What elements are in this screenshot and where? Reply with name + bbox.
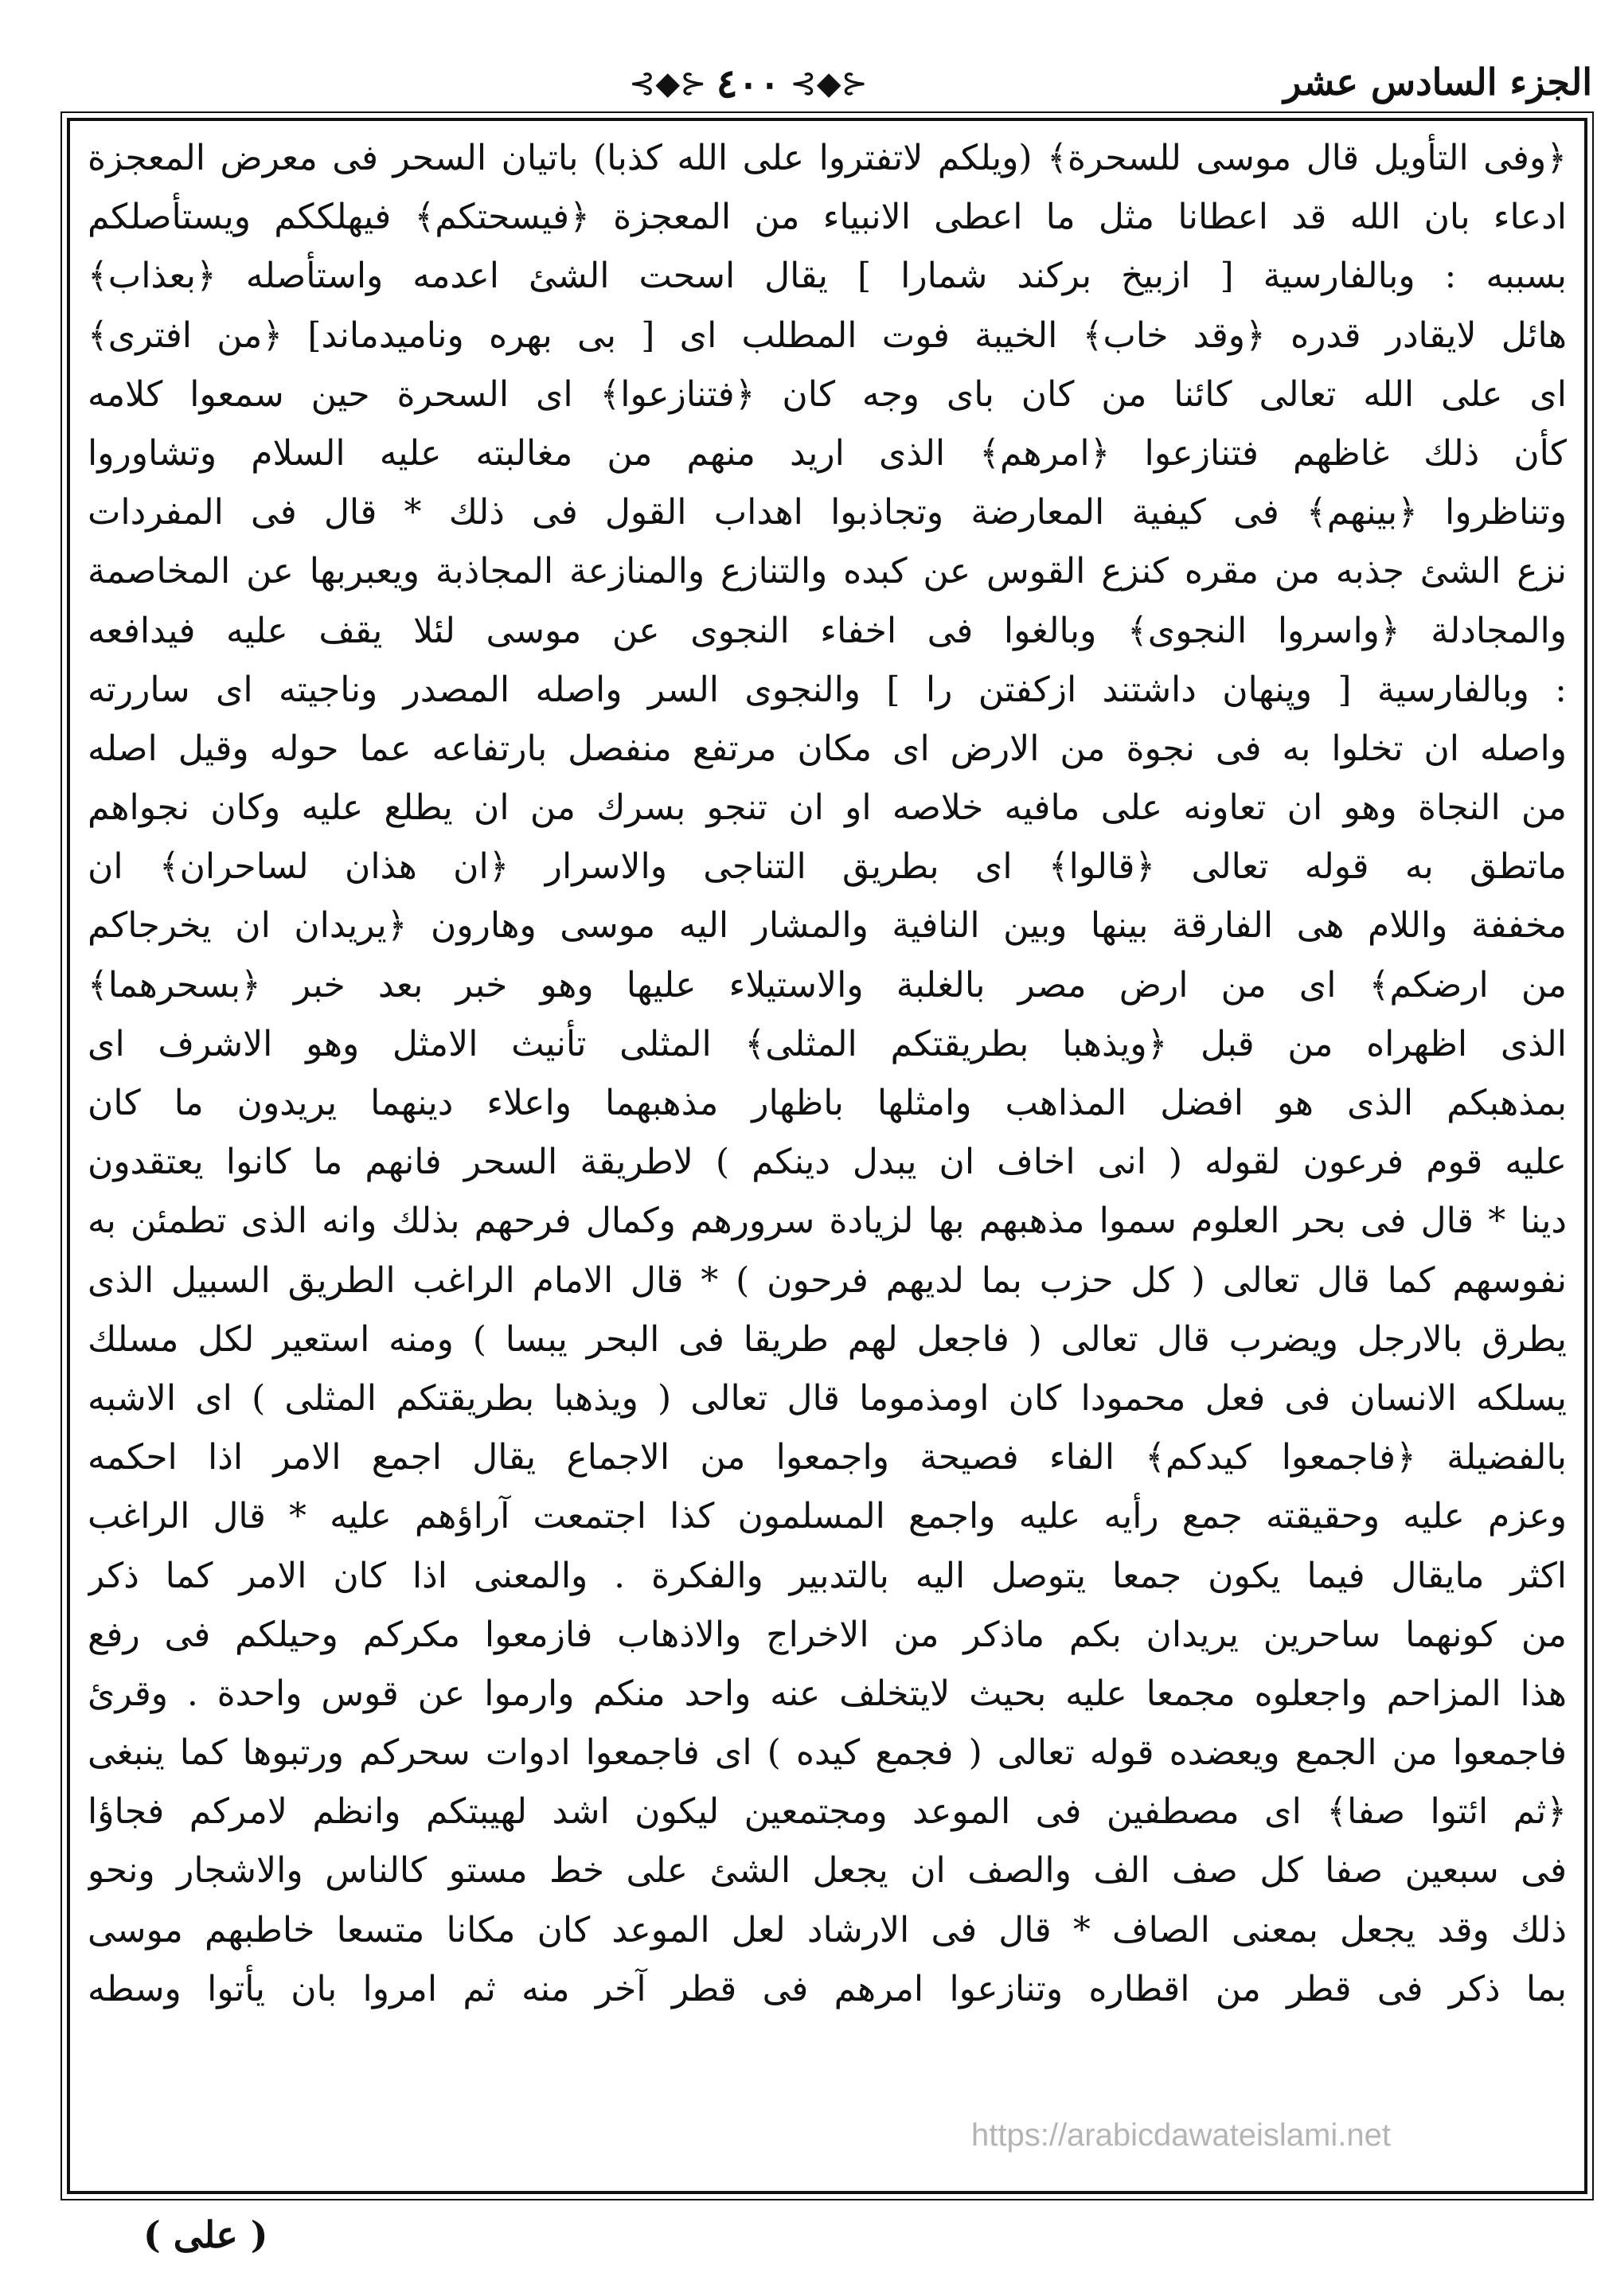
text-frame [67,118,1587,2194]
text-line: نزع الشئ جذبه من مقره كنزع القوس عن كبده والتنازع والمنازعة المجاذبة ويعبربها عن المخاصمة [88,551,1567,592]
text-line: واصله ان تخلوا به فى نجوة من الارض اى مكان مرتفع منفصل بارتفاعه عما حوله وقيل اصله [88,728,1567,769]
text-line: يطرق بالارجل ويضرب قال تعالى ( فاجعل لهم طريقا فى البحر يبسا ) ومنه استعير لكل مسلك [88,1318,1567,1360]
text-line: مخففة واللام هى الفارقة بينها وبين النافية والمشار اليه موسى وهارون ﴿يريدان ان يخرجاكم [88,905,1567,947]
left-ornament-icon: ⊰◆⊱ [628,65,707,102]
text-line: دينا * قال فى بحر العلوم سموا مذهبهم بها لزيادة سرورهم وكمال فرحهم بذلك وانه الذى تطمئن به [88,1201,1567,1242]
text-line: اكثر مايقال فيما يكون جمعا يتوصل اليه بالتدبير والفكرة . والمعنى اذا كان الامر كما ذكر [88,1555,1567,1596]
text-line: بمذهبكم الذى هو افضل المذاهب وامثلها باظهار مذهبهما واعلاء دينهما يريدون ما كان [88,1083,1567,1123]
text-line: فى سبعين صفا كل صف الف والصف ان يجعل الشئ على خط مستو كالناس والاشجار ونحو [88,1850,1567,1892]
body-text [88,129,1567,2019]
text-line: ماتطق به قوله تعالى ﴿قالوا﴾ اى بطريق التناجى والاسرار ﴿ان هذان لساحران﴾ ان [88,846,1567,888]
text-line: : وبالفارسية [ وپنهان داشتند ازكفتن را ] والنجوى السر واصله المصدر وناجيته اى ساررته [88,669,1567,710]
page-number: ٤٠٠ [716,60,781,107]
right-ornament-icon: ⊰◆⊱ [790,65,869,102]
text-line: وتناظروا ﴿بينهم﴾ فى كيفية المعارضة وتجاذبوا اهداب القول فى ذلك * قال فى المفردات [88,492,1567,533]
text-line: عليه قوم فرعون لقوله ( انى اخاف ان يبدل دينكم ) لاطريقة السحر فانهم ما كانوا يعتقدون [88,1142,1567,1183]
text-line: والمجادلة ﴿واسروا النجوى﴾ وبالغوا فى اخفاء النجوى عن موسى لئلا يقف عليه فيدافعه [88,610,1567,651]
page-number-ornament [605,56,892,111]
text-line: من النجاة وهو ان تعاونه على مافيه خلاصه او ان تنجو بسرك من ان يطلع عليه وكان نجواهم [88,787,1567,829]
text-line: هائل لايقادر قدره ﴿وقد خاب﴾ الخيبة فوت المطلب اى [ بى بهره وناميدماند] ﴿من افترى﴾ [88,314,1567,356]
watermark[interactable]: https://arabicdawateislami.net [971,2118,1391,2153]
text-line: ادعاء بان الله قد اعطانا مثل ما اعطى الانبياء من المعجزة ﴿فيسحتكم﴾ فيهلككم ويستأصلكم [88,197,1567,238]
text-line: بسببه : وبالفارسية [ ازبيخ بركند شمارا ] يقال اسحت الشئ اعدمه واستأصله ﴿بعذاب﴾ [88,256,1567,297]
page-footer [0,2118,1597,2277]
text-line: فاجمعوا من الجمع ويعضده قوله تعالى ( فجمع كيده ) اى فاجمعوا ادوات سحركم ورتبوها كما ينبغى [88,1732,1567,1774]
text-line: اى على الله تعالى كائنا من كان باى وجه كان ﴿فتنازعوا﴾ اى السحرة حين سمعوا كلامه [88,373,1567,415]
page-header [88,56,1592,119]
text-line: بما ذكر فى قطر من اقطاره وتنازعوا امرهم فى قطر آخر منه ثم امروا بان يأتوا وسطه [88,1968,1567,2009]
text-line: الذى اظهراه من قبل ﴿ويذهبا بطريقتكم المثلى﴾ المثلى تأنيث الامثل وهو الاشرف اى [88,1023,1567,1064]
text-line: يسلكه الانسان فى فعل محمودا كان اومذموما قال تعالى ( ويذهبا بطريقتكم المثلى ) اى الاشبه [88,1377,1567,1419]
catchword: ( على ) [143,2213,268,2256]
text-line: ﴿وفى التأويل قال موسى للسحرة﴾ (ويلكم لاتفتروا على الله كذبا) باتيان السحر فى معرض المعجزة [88,138,1567,178]
text-line: ﴿ثم ائتوا صفا﴾ اى مصطفين فى الموعد ومجتمعين ليكون اشد لهيبتكم وانظم لامركم فجاؤا [88,1791,1567,1833]
running-title: الجزء السادس عشر [1283,61,1592,103]
text-line: كأن ذلك غاظهم فتنازعوا ﴿امرهم﴾ الذى اريد منهم من مغالبته عليه السلام وتشاوروا [88,432,1567,474]
text-line: بالفضيلة ﴿فاجمعوا كيدكم﴾ الفاء فصيحة واجمعوا من الاجماع يقال اجمع الامر اذا احكمه [88,1437,1567,1478]
text-line: ذلك وقد يجعل بمعنى الصاف * قال فى الارشاد لعل الموعد كان مكانا متسعا خاطبهم موسى [88,1909,1567,1950]
text-line: هذا المزاحم واجعلوه مجمعا عليه بحيث لايتخلف عنه واحد منكم وارموا عن قوس واحدة . وقرئ [88,1673,1567,1714]
text-line: من ارضكم﴾ اى من ارض مصر بالغلبة والاستيلاء عليها وهو خبر بعد خبر ﴿بسحرهما﴾ [88,964,1567,1005]
text-line: نفوسهم كما قال تعالى ( كل حزب بما لديهم فرحون ) * قال الامام الراغب الطريق السبيل الذى [88,1259,1567,1301]
text-line: وعزم عليه وحقيقته جمع رأيه عليه واجمع المسلمون كذا اجتمعت آراؤهم عليه * قال الراغب [88,1496,1567,1537]
text-line: من كونهما ساحرين يريدان بكم ماذكر من الاخراج والاذهاب فازمعوا مكركم وحيلكم فى رفع [88,1614,1567,1655]
